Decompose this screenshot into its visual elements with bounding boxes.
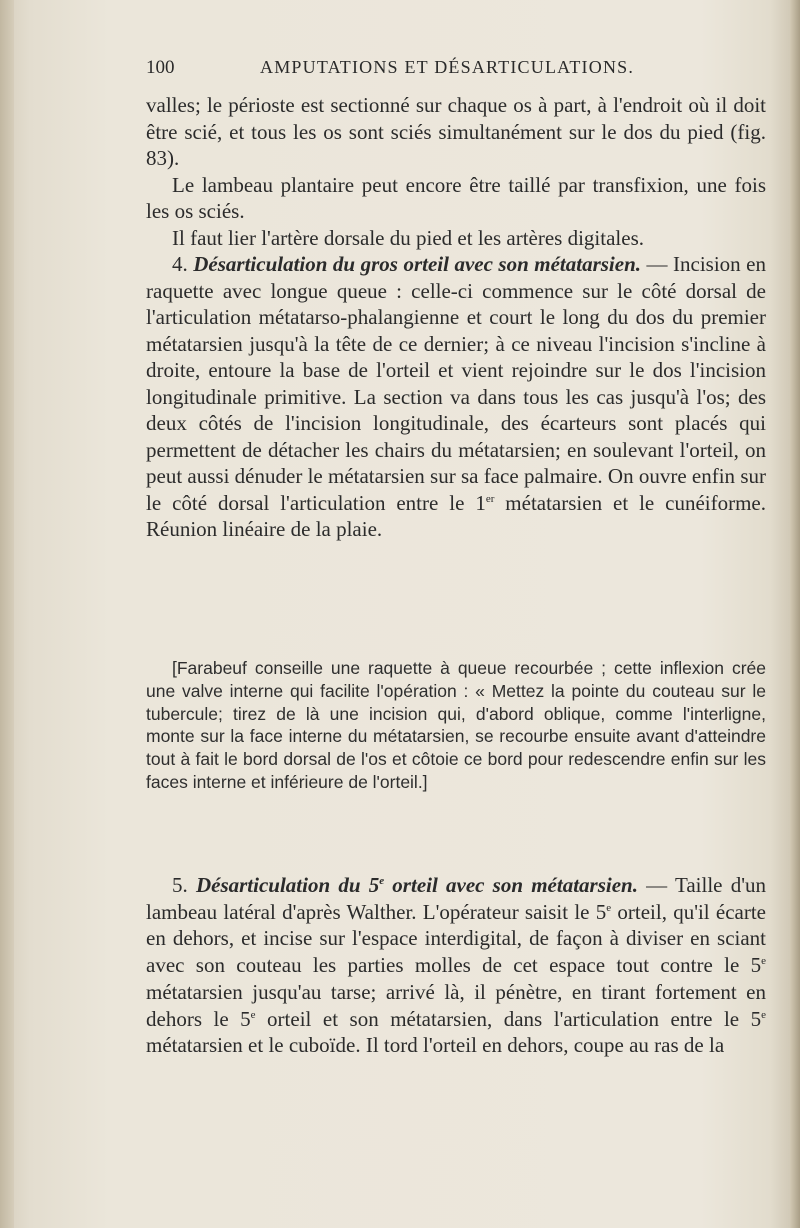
- running-head: AMPUTATIONS ET DÉSARTICULATIONS.: [260, 57, 635, 77]
- superscript: e: [761, 1008, 766, 1021]
- section-text: métatarsien jusqu'au tarse; arrivé là, il pénètre, en tirant fortement en dehors le 5: [146, 979, 766, 1031]
- section-5-paragraph: [146, 872, 766, 1059]
- main-text: [146, 92, 766, 543]
- superscript: e: [761, 955, 766, 968]
- section-text: Incision en raquette avec longue queue : celle-ci commence sur le côté dorsal de l'articulation métatarso-phalangienne et court le long du dos du premier métatarsien jusqu'à la tête de ce dernier; à ce niveau l'incision s'incline à droite, entoure la base de l'orteil et vient rejoindre sur le dos l'incision longitudinale primitive. La section va dans tous les cas jusqu'à l'os; des deux côtés de l'incision longitudinale, des écarteurs sont placés qui permettent de détacher les chairs du métatarsien; en soulevant l'orteil, on peut aussi dénuder le métatarsien sur sa face palmaire. On ouvre enfin sur le côté dorsal l'articulation entre le 1: [146, 252, 766, 515]
- section-number: 5.: [172, 873, 188, 897]
- page-gutter-shadow: [0, 0, 14, 1228]
- superscript: er: [485, 492, 495, 505]
- paragraph: valles; le périoste est sectionné sur chaque os à part, à l'endroit où il doit être scié, et tous les os sont sciés simultanément sur le dos du pied (fig. 83).: [146, 93, 766, 170]
- section-title: Désarticulation du gros orteil avec son métatarsien.: [193, 252, 642, 276]
- paragraph: Le lambeau plantaire peut encore être taillé par transfixion, une fois les os sciés.: [146, 172, 766, 223]
- section-text: métatarsien et le cuboïde. Il tord l'orteil en dehors, coupe au ras de la: [146, 1033, 725, 1058]
- bracketed-note: [146, 657, 766, 794]
- superscript: e: [379, 875, 385, 887]
- section-4-paragraph: [146, 251, 766, 543]
- paragraph: Il faut lier l'artère dorsale du pied et les artères digitales.: [172, 225, 644, 250]
- page-number: 100: [146, 57, 175, 78]
- section-title-part: Désarticulation du 5: [195, 873, 380, 897]
- em-dash: —: [646, 252, 668, 276]
- section-5: [146, 872, 766, 1059]
- superscript: e: [250, 1008, 256, 1021]
- section-text: Taille d'un lambeau latéral d'après Walther. L'opérateur saisit le 5: [146, 873, 766, 924]
- note-text: [Farabeuf conseille une raquette à queue recourbée ; cette inflexion crée une valve interne qui facilite l'opération : « Mettez la pointe du couteau sur le tubercule; tirez de là une incision qui, d'abord oblique, comme l'interligne, monte sur la face interne du métatarsien, se recourbe ensuite avant d'atteindre tout à fait le bord dorsal de l'os et côtoie ce bord pour redescendre enfin sur les faces interne et inférieure de l'orteil.]: [146, 658, 766, 792]
- page-header: [146, 57, 766, 83]
- section-text: orteil, qu'il écarte en dehors, et incise sur l'espace interdigital, de façon à diviser en sciant avec son couteau les parties molles de cet espace tout contre le 5: [146, 899, 766, 978]
- section-text: orteil et son métatarsien, dans l'articulation entre le 5: [255, 1006, 762, 1031]
- section-number: 4.: [172, 252, 188, 276]
- em-dash: —: [646, 873, 668, 897]
- section-title: [196, 873, 638, 897]
- page-edge: [790, 0, 800, 1228]
- section-title-part: orteil avec son métatarsien.: [384, 873, 638, 897]
- superscript: e: [606, 901, 612, 914]
- section-text: métatarsien et le cunéiforme. Réunion linéaire de la plaie.: [146, 490, 767, 541]
